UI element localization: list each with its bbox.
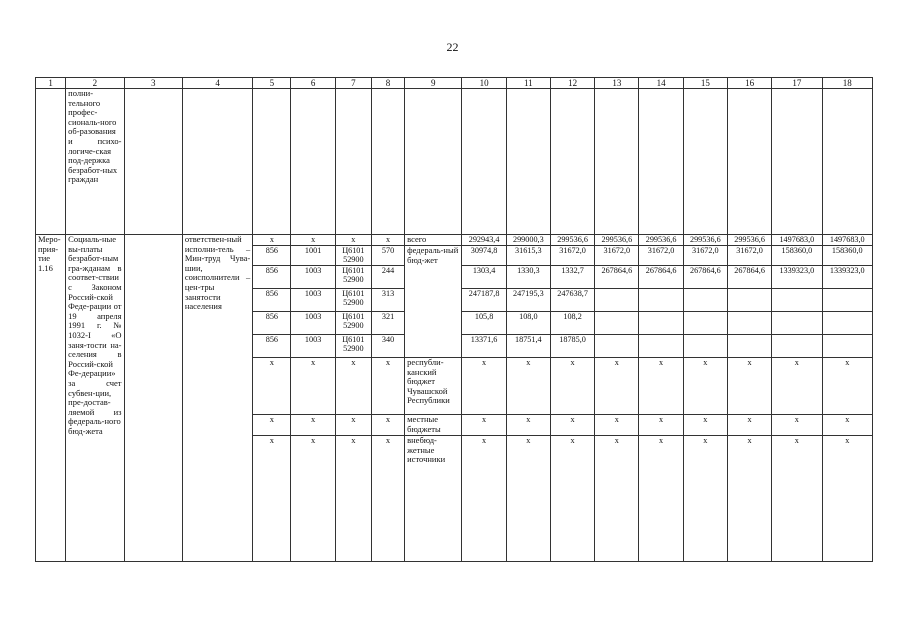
value-cell: x <box>595 358 639 415</box>
value-cell <box>639 312 683 335</box>
code-cell: x <box>371 358 404 415</box>
value-cell: 299536,6 <box>639 235 683 246</box>
code-cell: x <box>253 415 291 436</box>
code-cell: 570 <box>371 246 404 266</box>
column-header: 2 <box>66 78 124 89</box>
value-cell: 1332,7 <box>550 266 594 289</box>
code-cell: 856 <box>253 312 291 335</box>
value-cell: 1339323,0 <box>822 266 873 289</box>
empty-cell <box>335 89 371 235</box>
code-cell: x <box>371 235 404 246</box>
code-cell: x <box>371 436 404 562</box>
value-cell <box>683 289 727 312</box>
value-cell: 1497683,0 <box>772 235 822 246</box>
value-cell <box>727 335 771 358</box>
value-cell: x <box>639 358 683 415</box>
value-cell: 299536,6 <box>550 235 594 246</box>
empty-cell <box>462 89 506 235</box>
value-cell <box>822 335 873 358</box>
value-cell <box>727 312 771 335</box>
value-cell: x <box>506 436 550 562</box>
value-cell: 158360,0 <box>772 246 822 266</box>
code-cell: x <box>335 235 371 246</box>
value-cell: 299000,3 <box>506 235 550 246</box>
value-cell: 299536,6 <box>727 235 771 246</box>
value-cell <box>822 312 873 335</box>
value-cell: 1303,4 <box>462 266 506 289</box>
value-cell: 292943,4 <box>462 235 506 246</box>
value-cell: 31672,0 <box>639 246 683 266</box>
value-cell: x <box>506 358 550 415</box>
value-cell <box>639 335 683 358</box>
value-cell: 105,8 <box>462 312 506 335</box>
empty-cell <box>772 89 822 235</box>
value-cell <box>683 312 727 335</box>
value-cell: 1497683,0 <box>822 235 873 246</box>
value-cell <box>772 312 822 335</box>
value-cell <box>595 312 639 335</box>
column-header: 4 <box>182 78 252 89</box>
page-number: 22 <box>446 40 459 54</box>
code-cell: 340 <box>371 335 404 358</box>
column-header: 6 <box>291 78 335 89</box>
value-cell: x <box>772 436 822 562</box>
value-cell: 31672,0 <box>727 246 771 266</box>
code-cell: 856 <box>253 335 291 358</box>
value-cell: x <box>550 358 594 415</box>
value-cell: x <box>772 415 822 436</box>
continuation-row <box>36 89 873 235</box>
value-cell: x <box>772 358 822 415</box>
value-cell: 31672,0 <box>595 246 639 266</box>
value-cell: x <box>683 415 727 436</box>
column-header: 16 <box>727 78 771 89</box>
value-cell <box>772 335 822 358</box>
empty-cell <box>371 89 404 235</box>
value-cell: x <box>595 415 639 436</box>
funding-source: внебюд-жетные источники <box>405 436 462 562</box>
value-cell: 158360,0 <box>822 246 873 266</box>
value-cell: 31615,3 <box>506 246 550 266</box>
value-cell: 31672,0 <box>550 246 594 266</box>
value-cell: x <box>550 436 594 562</box>
empty-cell <box>639 89 683 235</box>
code-cell: x <box>335 436 371 562</box>
value-cell: x <box>595 436 639 562</box>
code-cell: x <box>253 358 291 415</box>
column-header: 8 <box>371 78 404 89</box>
value-cell: x <box>727 358 771 415</box>
empty-cell <box>822 89 873 235</box>
value-cell <box>639 289 683 312</box>
code-cell: x <box>335 415 371 436</box>
value-cell: 267864,6 <box>639 266 683 289</box>
value-cell: 18751,4 <box>506 335 550 358</box>
empty-cell <box>595 89 639 235</box>
responsible-executor: ответствен-ный исполни-тель – Мин-труд Чува-шии, соисполнители – цен-тры занятости населения <box>182 235 252 562</box>
value-cell <box>595 335 639 358</box>
code-cell: x <box>291 358 335 415</box>
value-cell <box>595 289 639 312</box>
value-cell: x <box>683 436 727 562</box>
table-row <box>36 235 873 246</box>
value-cell: x <box>639 415 683 436</box>
code-cell: Ц6101 52900 <box>335 266 371 289</box>
value-cell: 267864,6 <box>727 266 771 289</box>
value-cell: 31672,0 <box>683 246 727 266</box>
value-cell: 267864,6 <box>683 266 727 289</box>
column-header: 5 <box>253 78 291 89</box>
value-cell: 299536,6 <box>595 235 639 246</box>
column-header: 12 <box>550 78 594 89</box>
code-cell: x <box>335 358 371 415</box>
column-number-row <box>36 78 873 89</box>
code-cell: Ц6101 52900 <box>335 335 371 358</box>
code-cell: 856 <box>253 289 291 312</box>
column-header: 1 <box>36 78 66 89</box>
column-header: 17 <box>772 78 822 89</box>
value-cell: x <box>506 415 550 436</box>
code-cell: 1001 <box>291 246 335 266</box>
funding-source: республи-канский бюджет Чувашской Республики <box>405 358 462 415</box>
funding-source: всего <box>405 235 462 246</box>
funding-source: местные бюджеты <box>405 415 462 436</box>
empty-cell <box>124 89 182 235</box>
value-cell: 247195,3 <box>506 289 550 312</box>
column-header: 10 <box>462 78 506 89</box>
value-cell: x <box>462 436 506 562</box>
empty-cell <box>291 89 335 235</box>
value-cell: x <box>462 358 506 415</box>
code-cell: 244 <box>371 266 404 289</box>
value-cell: 247187,8 <box>462 289 506 312</box>
empty-cell <box>182 89 252 235</box>
empty-cell <box>506 89 550 235</box>
value-cell <box>822 289 873 312</box>
value-cell: 108,0 <box>506 312 550 335</box>
code-cell: 856 <box>253 266 291 289</box>
code-cell: x <box>291 436 335 562</box>
column-header: 18 <box>822 78 873 89</box>
measure-description: Социаль-ные вы-платы безработ-ным гра-жданам в соответ-ствии с Законом Россий-ской Феде-рации от 19 апреля 1991 г. № 1032-I «О заня-тости на-селения в Россий-ской Фе-дерации» за счет субвен-ции, пре-достав-ляемой из федераль-ного бюд-жета <box>66 235 124 562</box>
value-cell: 13371,6 <box>462 335 506 358</box>
code-cell: x <box>253 235 291 246</box>
code-cell: x <box>291 415 335 436</box>
value-cell: x <box>683 358 727 415</box>
code-cell: 1003 <box>291 335 335 358</box>
empty-cell <box>727 89 771 235</box>
funding-source: федераль-ный бюд-жет <box>405 246 462 358</box>
budget-table <box>35 77 873 562</box>
value-cell: x <box>727 436 771 562</box>
empty-cell <box>124 235 182 562</box>
code-cell: x <box>371 415 404 436</box>
empty-cell <box>550 89 594 235</box>
value-cell: 108,2 <box>550 312 594 335</box>
code-cell: Ц6101 52900 <box>335 312 371 335</box>
value-cell: 267864,6 <box>595 266 639 289</box>
value-cell: 1339323,0 <box>772 266 822 289</box>
code-cell: 313 <box>371 289 404 312</box>
column-header: 13 <box>595 78 639 89</box>
value-cell: x <box>822 415 873 436</box>
value-cell: 30974,8 <box>462 246 506 266</box>
code-cell: Ц6101 52900 <box>335 289 371 312</box>
empty-cell <box>683 89 727 235</box>
code-cell: Ц6101 52900 <box>335 246 371 266</box>
value-cell: 247638,7 <box>550 289 594 312</box>
value-cell: x <box>822 436 873 562</box>
value-cell: 299536,6 <box>683 235 727 246</box>
value-cell: 1330,3 <box>506 266 550 289</box>
empty-cell <box>405 89 462 235</box>
value-cell: x <box>550 415 594 436</box>
value-cell <box>772 289 822 312</box>
column-header: 15 <box>683 78 727 89</box>
code-cell: 1003 <box>291 289 335 312</box>
value-cell <box>683 335 727 358</box>
value-cell: x <box>822 358 873 415</box>
column-header: 7 <box>335 78 371 89</box>
value-cell: 18785,0 <box>550 335 594 358</box>
code-cell: 1003 <box>291 266 335 289</box>
empty-cell <box>36 89 66 235</box>
continuation-text: полни-тельного профес-сиональ-ного об-разования и психо-логиче-ская под-держка безработ-ных граждан <box>66 89 124 235</box>
empty-cell <box>253 89 291 235</box>
value-cell: x <box>462 415 506 436</box>
code-cell: 1003 <box>291 312 335 335</box>
column-header: 9 <box>405 78 462 89</box>
column-header: 3 <box>124 78 182 89</box>
code-cell: x <box>253 436 291 562</box>
column-header: 14 <box>639 78 683 89</box>
measure-label: Меро-прия-тие 1.16 <box>36 235 66 562</box>
value-cell: x <box>727 415 771 436</box>
value-cell: x <box>639 436 683 562</box>
value-cell <box>727 289 771 312</box>
code-cell: 321 <box>371 312 404 335</box>
code-cell: 856 <box>253 246 291 266</box>
column-header: 11 <box>506 78 550 89</box>
code-cell: x <box>291 235 335 246</box>
